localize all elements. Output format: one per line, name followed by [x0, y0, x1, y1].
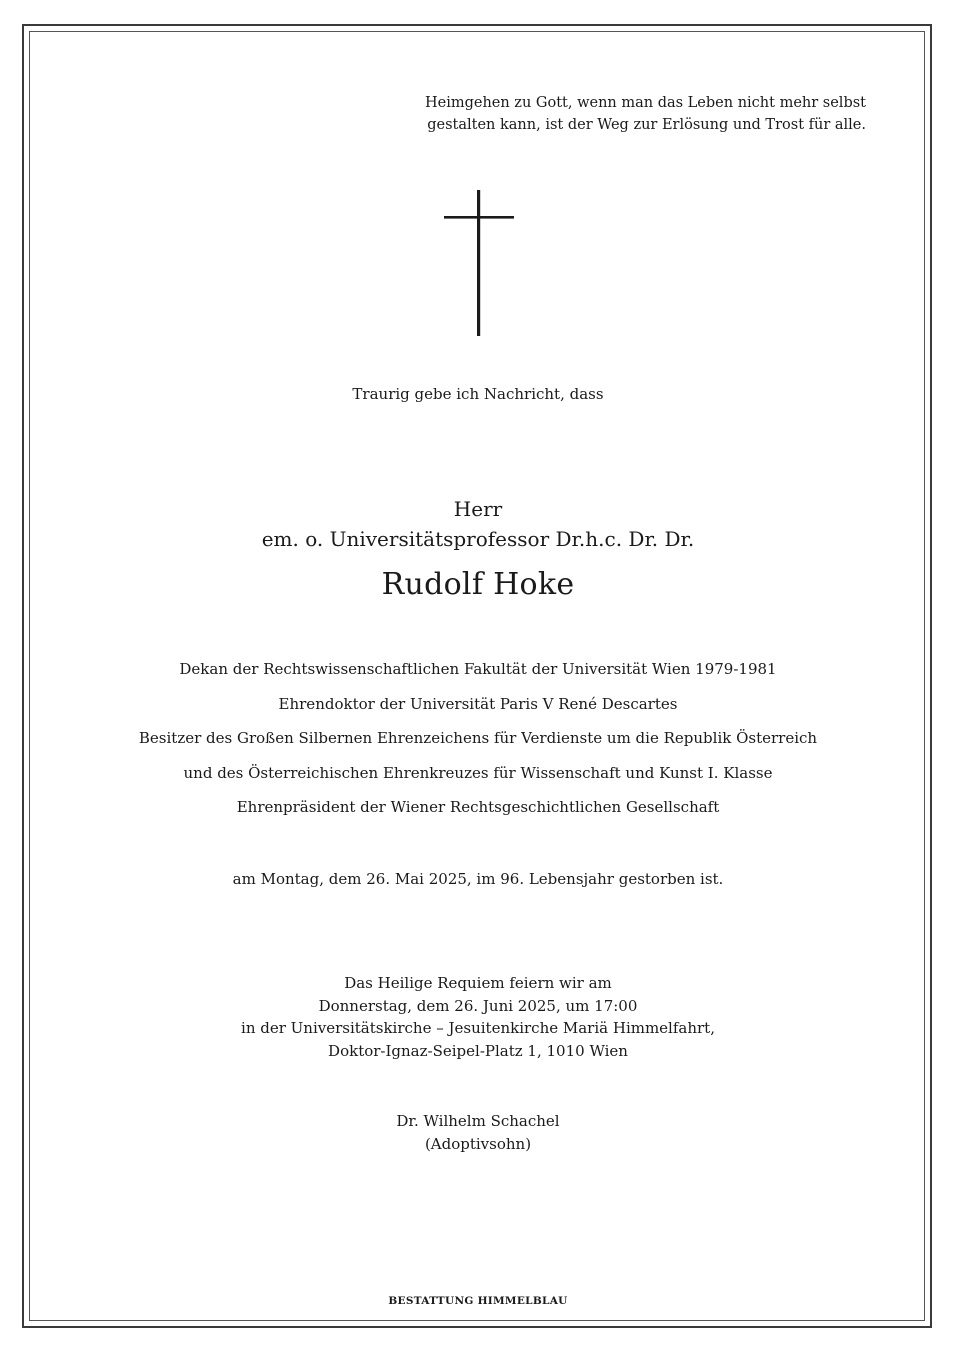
academic-title: em. o. Universitätsprofessor Dr.h.c. Dr. Dr. [261, 527, 695, 551]
signature [60, 1110, 896, 1156]
honor-line: Ehrendoktor der Universität Paris V René Descartes [278, 694, 678, 713]
signature-relation: (Adoptivsohn) [424, 1135, 532, 1153]
motto-line-2: gestalten kann, ist der Weg zur Erlösung und Trost für alle. [427, 117, 866, 133]
honor-line: Besitzer des Großen Silbernen Ehrenzeichens für Verdienste um die Republik Österreich [138, 729, 818, 747]
requiem-line: Doktor-Ignaz-Seipel-Platz 1, 1010 Wien [328, 1041, 628, 1060]
requiem-line: in der Universitätskirche – Jesuitenkirche Mariä Himmelfahrt, [241, 1019, 715, 1037]
deceased-name: Rudolf Hoke [381, 567, 575, 602]
intro-text: Traurig gebe ich Nachricht, dass [352, 385, 604, 403]
salutation [60, 494, 896, 554]
requiem-line: Das Heilige Requiem feiern wir am [344, 974, 612, 992]
motto-line-1: Heimgehen zu Gott, wenn man das Leben nicht mehr selbst [424, 95, 866, 111]
requiem-line: Donnerstag, dem 26. Juni 2025, um 17:00 [318, 996, 638, 1015]
requiem-info [60, 972, 896, 1062]
honor-line: Dekan der Rechtswissenschaftlichen Fakultät der Universität Wien 1979-1981 [179, 660, 777, 678]
undertaker-name: BESTATTUNG HIMMELBLAU [388, 1295, 568, 1307]
signature-name: Dr. Wilhelm Schachel [396, 1112, 560, 1130]
honor-line: Ehrenpräsident der Wiener Rechtsgeschichtlichen Gesellschaft [236, 798, 720, 816]
cross-icon [444, 190, 514, 336]
motto-quote [366, 92, 866, 136]
honors-list [60, 652, 896, 825]
salutation-herr: Herr [453, 497, 503, 521]
death-notice: am Montag, dem 26. Mai 2025, im 96. Lebensjahr gestorben ist. [232, 870, 724, 888]
honor-line: und des Österreichischen Ehrenkreuzes für Wissenschaft und Kunst I. Klasse [183, 763, 773, 782]
